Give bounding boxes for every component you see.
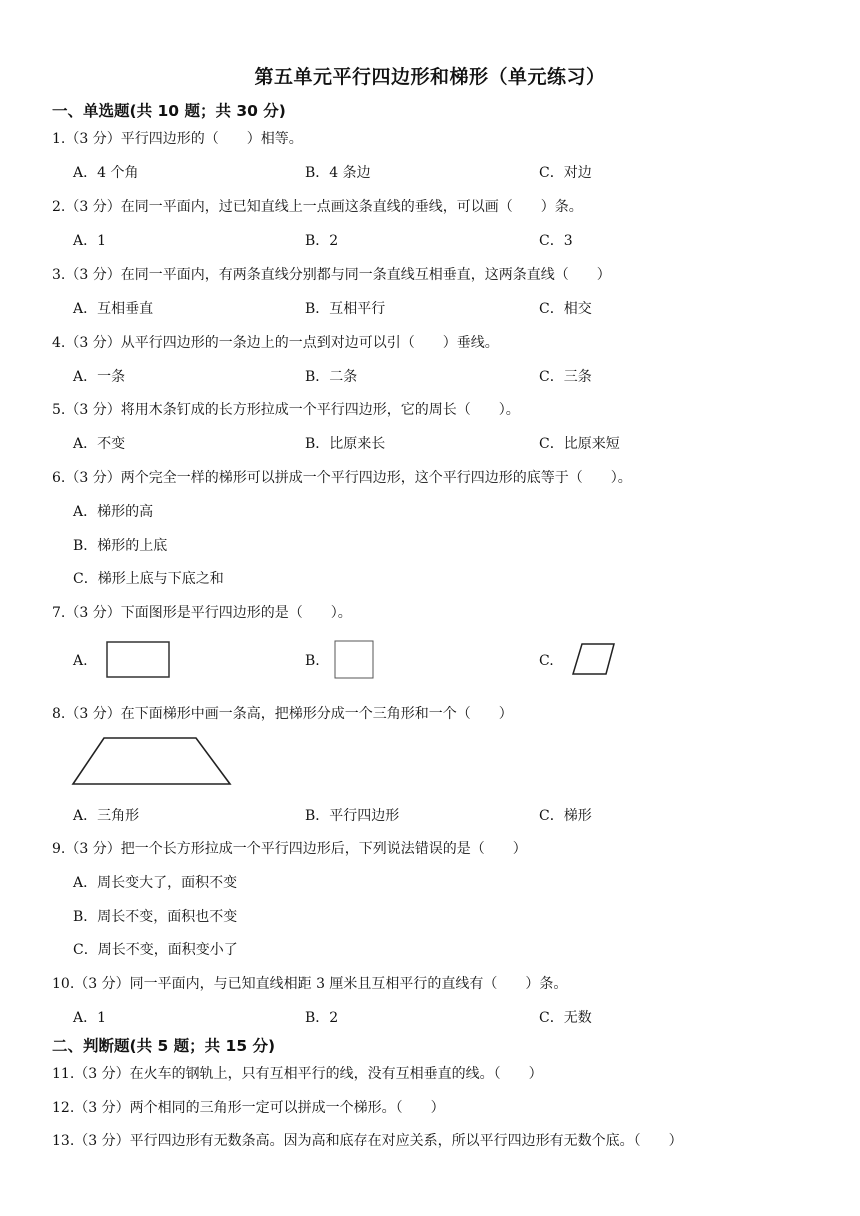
question-10-option-c: C．无数 [539, 1010, 592, 1026]
question-5-option-b: B．比原来长 [305, 436, 386, 452]
question-9-option-a: A．周长变大了，面积不变 [73, 875, 238, 891]
question-8-option-c: C．梯形 [539, 808, 592, 824]
question-1-option-c: C．对边 [539, 165, 592, 181]
question-5-stem: 5.（3 分）将用木条钉成的长方形拉成一个平行四边形，它的周长（ ）。 [52, 402, 520, 418]
question-7-stem: 7.（3 分）下面图形是平行四边形的是（ ）。 [52, 605, 352, 621]
square-figure [333, 639, 377, 681]
question-9-option-b: B．周长不变，面积也不变 [73, 909, 238, 925]
question-10-option-b: B．2 [305, 1010, 339, 1026]
question-12-stem: 12.（3 分）两个相同的三角形一定可以拼成一个梯形。（ ） [52, 1100, 445, 1116]
question-8-option-b: B．平行四边形 [305, 808, 400, 824]
question-5-option-a: A．不变 [73, 436, 126, 452]
question-3-stem: 3.（3 分）在同一平面内，有两条直线分别都与同一条直线互相垂直，这两条直线（ ） [52, 267, 611, 283]
question-6-stem: 6.（3 分）两个完全一样的梯形可以拼成一个平行四边形，这个平行四边形的底等于（ ）。 [52, 470, 632, 486]
question-9-option-c: C．周长不变，面积变小了 [73, 942, 238, 958]
question-8-option-a: A．三角形 [73, 808, 140, 824]
question-1-option-b: B．4 条边 [305, 165, 371, 181]
question-10-stem: 10.（3 分）同一平面内，与已知直线相距 3 厘米且互相平行的直线有（ ）条。 [52, 976, 568, 992]
question-2-option-a: A．1 [73, 233, 107, 249]
question-2-option-c: C．3 [539, 233, 573, 249]
question-1-stem: 1.（3 分）平行四边形的（ ）相等。 [52, 131, 303, 147]
question-8-stem: 8.（3 分）在下面梯形中画一条高，把梯形分成一个三角形和一个（ ） [52, 706, 513, 722]
question-6-option-a: A．梯形的高 [73, 504, 154, 520]
rectangle-figure [105, 640, 173, 682]
question-7-option-c: C. [539, 653, 554, 669]
question-3-option-a: A．互相垂直 [73, 301, 154, 317]
trapezoid-figure [70, 734, 236, 788]
question-3-option-c: C．相交 [539, 301, 592, 317]
question-10-option-a: A．1 [73, 1010, 107, 1026]
question-4-stem: 4.（3 分）从平行四边形的一条边上的一点到对边可以引（ ）垂线。 [52, 335, 499, 351]
parallelogram-figure [570, 642, 618, 678]
question-4-option-c: C．三条 [539, 369, 592, 385]
page-title: 第五单元平行四边形和梯形（单元练习） [254, 66, 606, 88]
question-13-stem: 13.（3 分）平行四边形有无数条高。因为高和底存在对应关系，所以平行四边形有无数个底。（ ） [52, 1133, 683, 1149]
question-7-option-b: B. [305, 653, 320, 669]
question-9-stem: 9.（3 分）把一个长方形拉成一个平行四边形后，下列说法错误的是（ ） [52, 841, 527, 857]
question-6-option-c: C．梯形上底与下底之和 [73, 571, 224, 587]
section-heading-single-choice: 一、单选题(共 10 题；共 30 分) [52, 102, 286, 120]
question-4-option-b: B．二条 [305, 369, 358, 385]
question-7-option-a: A. [73, 653, 88, 669]
section-heading-true-false: 二、判断题(共 5 题；共 15 分) [52, 1037, 276, 1055]
question-5-option-c: C．比原来短 [539, 436, 620, 452]
question-2-option-b: B．2 [305, 233, 339, 249]
question-2-stem: 2.（3 分）在同一平面内，过已知直线上一点画这条直线的垂线，可以画（ ）条。 [52, 199, 583, 215]
question-3-option-b: B．互相平行 [305, 301, 386, 317]
question-11-stem: 11.（3 分）在火车的钢轨上，只有互相平行的线，没有互相垂直的线。（ ） [52, 1066, 543, 1082]
question-6-option-b: B．梯形的上底 [73, 538, 168, 554]
question-1-option-a: A．4 个角 [73, 165, 139, 181]
question-4-option-a: A．一条 [73, 369, 126, 385]
